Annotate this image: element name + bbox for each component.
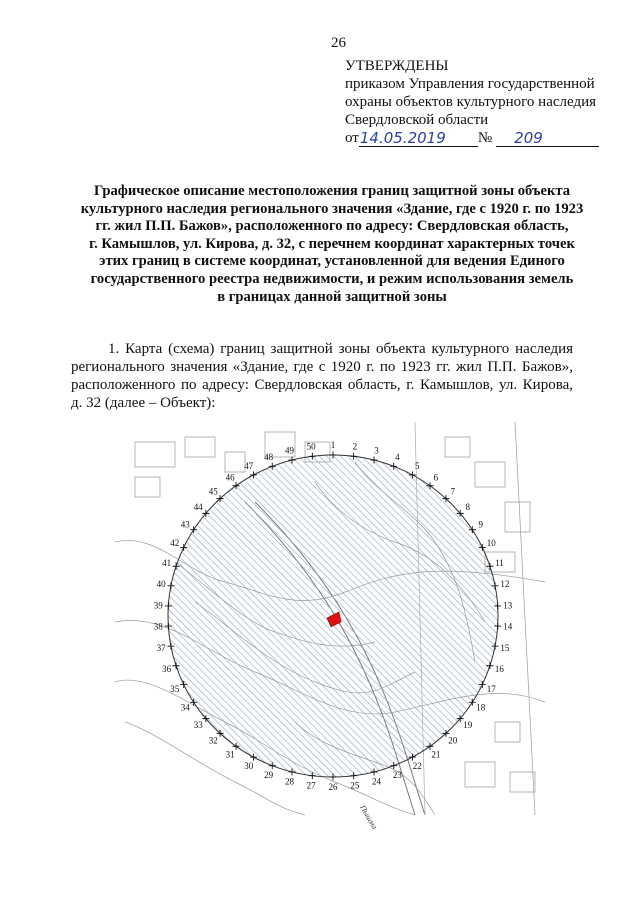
boundary-point-label: 46 xyxy=(225,472,235,483)
boundary-point-label: 5 xyxy=(415,461,420,472)
date-field: 14.05.2019 xyxy=(359,130,478,147)
boundary-point-label: 36 xyxy=(162,663,172,674)
approval-date-number-line xyxy=(345,129,635,147)
boundary-point-label: 37 xyxy=(156,643,166,653)
boundary-point-label: 40 xyxy=(156,579,166,589)
boundary-point-label: 35 xyxy=(170,683,180,694)
boundary-point-label: 16 xyxy=(494,663,504,674)
boundary-point-label: 11 xyxy=(495,558,504,569)
approval-heading: УТВЕРЖДЕНЫ xyxy=(345,58,449,74)
boundary-point-label: 2 xyxy=(352,441,358,452)
boundary-point-label: 15 xyxy=(500,643,510,653)
number-prefix: № xyxy=(477,130,493,146)
title-line: Графическое описание местоположения границ защитной зоны объекта xyxy=(93,183,571,199)
boundary-point-label: 26 xyxy=(328,782,338,792)
boundary-point-label: 38 xyxy=(153,621,163,632)
boundary-point-label: 4 xyxy=(395,452,400,462)
boundary-point-label: 12 xyxy=(500,579,510,589)
river-label: Пышма xyxy=(358,803,380,831)
document-title xyxy=(62,183,602,306)
title-line: гг. жил П.П. Бажов», расположенного по адресу: Свердловская область, xyxy=(95,218,569,235)
approval-block xyxy=(345,57,635,147)
boundary-point-label: 41 xyxy=(162,558,172,569)
boundary-point-label: 24 xyxy=(372,776,381,787)
boundary-point-label: 28 xyxy=(285,776,294,787)
boundary-point-label: 29 xyxy=(264,770,274,780)
boundary-point-label: 1 xyxy=(330,440,336,450)
approval-line-1: приказом Управления государственной xyxy=(345,76,595,92)
boundary-point-label: 34 xyxy=(180,702,190,713)
boundary-point-label: 42 xyxy=(170,538,180,549)
boundary-point-label: 17 xyxy=(486,683,496,694)
boundary-point-label: 22 xyxy=(412,760,422,771)
boundary-point-label: 27 xyxy=(306,780,316,791)
approval-line-2: охраны объектов культурного наследия xyxy=(345,94,597,110)
boundary-point-label: 48 xyxy=(264,452,274,462)
boundary-point-label: 10 xyxy=(486,538,496,549)
boundary-point-label: 23 xyxy=(392,770,402,780)
section-1-paragraph xyxy=(71,340,573,412)
boundary-point-label: 33 xyxy=(193,720,203,730)
boundary-point-label: 50 xyxy=(306,441,316,452)
boundary-point-label: 31 xyxy=(225,749,235,760)
boundary-point-label: 44 xyxy=(193,502,203,512)
boundary-point-label: 7 xyxy=(450,486,456,497)
boundary-point-label: 43 xyxy=(180,519,190,530)
approval-line-3: Свердловской области xyxy=(345,112,489,128)
boundary-point-label: 8 xyxy=(465,502,471,512)
title-line: в границах данной защитной зоны xyxy=(217,288,447,305)
boundary-point-label: 32 xyxy=(208,735,218,746)
boundary-point-label: 19 xyxy=(463,720,473,730)
boundary-point-label: 47 xyxy=(244,461,254,472)
boundary-point-label: 20 xyxy=(448,735,458,746)
title-line: г. Камышлов, ул. Кирова, д. 32, с перечнем координат характерных точек xyxy=(89,235,575,252)
boundary-point-label: 25 xyxy=(350,780,360,791)
page-number: 26 xyxy=(331,35,346,51)
boundary-point-label: 13 xyxy=(503,600,513,611)
title-line: этих границ в системе координат, установленной для ведения Единого xyxy=(99,253,565,270)
paragraph-text: 1. Карта (схема) границ защитной зоны объекта культурного наследия регионального значения «Здание, где с 1920 г. по 1923 гг. жил П.П. Бажов», расположенного по адресу: Свердловская область, г. Камышлов, ул. Кирова, д. 32 (далее – Объект): xyxy=(71,341,573,411)
boundary-point-label: 45 xyxy=(208,486,218,497)
boundary-point-label: 39 xyxy=(153,600,163,611)
boundary-point-label: 9 xyxy=(478,519,484,530)
boundary-point-label: 6 xyxy=(433,472,439,483)
order-number-field: 209 xyxy=(496,130,599,147)
date-prefix: от xyxy=(345,130,359,146)
title-line: культурного наследия регионального значения «Здание, где с 1920 г. по 1923 xyxy=(80,200,584,217)
boundary-point-label: 18 xyxy=(476,702,486,713)
protection-zone-map xyxy=(115,422,545,831)
boundary-point-label: 14 xyxy=(503,621,513,632)
boundary-point-label: 21 xyxy=(431,749,441,760)
boundary-point-label: 3 xyxy=(374,445,379,456)
boundary-point-label: 30 xyxy=(244,760,254,771)
boundary-point-label: 49 xyxy=(285,445,294,456)
title-line: государственного реестра недвижимости, и режим использования земель xyxy=(90,270,574,287)
